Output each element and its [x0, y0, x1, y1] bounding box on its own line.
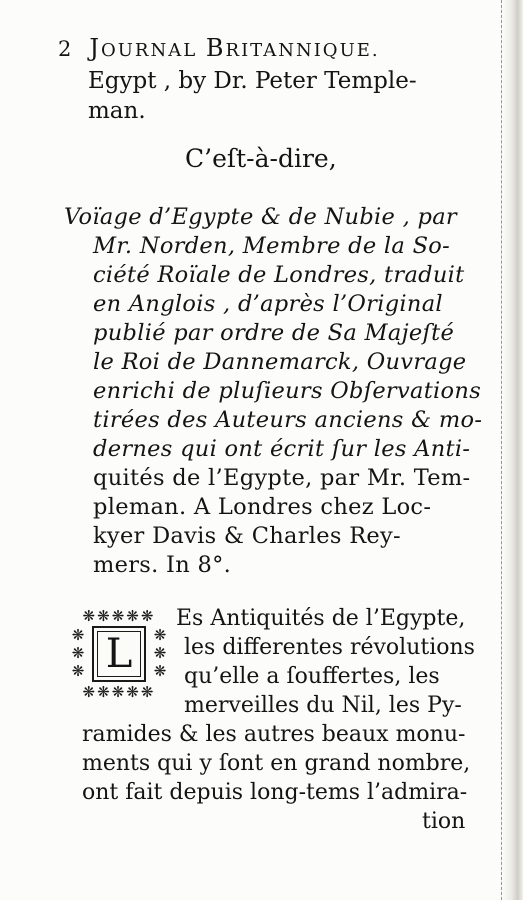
french-title-line: en Anglois , d’après l’Original: [93, 291, 443, 317]
body-line: ments qui y ſont en grand nombre,: [82, 751, 471, 776]
french-title-line: Voïage d’Egypte & de Nubie , par: [64, 204, 457, 230]
french-title-line: tirées des Auteurs anciens & mo-: [93, 407, 483, 433]
body-line: merveilles du Nil, les Py-: [184, 693, 462, 718]
french-title-line: mers. In 8°.: [93, 552, 232, 578]
body-line: les differentes révolutions: [184, 635, 475, 660]
drop-cap-box: [92, 626, 146, 682]
page-edge-shadow: [501, 0, 523, 900]
french-title-line: ciété Roïale de Londres, traduit: [93, 262, 465, 288]
britannique-initial: B: [205, 34, 226, 62]
french-title-line: pleman. A Londres chez Loc-: [93, 494, 432, 520]
french-title-line: quités de l’Egypte, par Mr. Tem-: [93, 465, 471, 491]
journal-initial: J: [89, 34, 101, 62]
page-number: 2: [58, 37, 74, 61]
ornament-bottom-border: ❋❋❋❋❋: [82, 683, 156, 701]
title-line: man.: [88, 98, 146, 124]
drop-cap-letter: L: [105, 631, 133, 677]
french-title-line: publié par ordre de Sa Majeſté: [93, 320, 455, 346]
drop-cap-ornament: [64, 608, 174, 700]
french-title-line: dernes qui ont écrit ſur les Anti-: [93, 436, 471, 462]
journal-word: OURNAL: [101, 40, 198, 61]
britannique-word: RITANNIQUE.: [225, 40, 380, 61]
ornament-right-border: ❋ ❋ ❋: [153, 626, 167, 680]
ornament-top-border: ❋❋❋❋❋: [82, 607, 156, 625]
french-title-line: enrichi de pluſieurs Obſervations: [93, 378, 482, 404]
body-line: ramides & les autres beaux monu-: [82, 722, 466, 747]
body-line: ont fait depuis long-tems l’admira-: [82, 780, 468, 805]
ornament-left-border: ❋ ❋ ❋: [71, 626, 85, 680]
cest-a-dire: C’eſt-à-dire,: [185, 144, 337, 173]
french-title-line: le Roi de Dannemarck, Ouvrage: [93, 349, 467, 375]
title-line: Egypt , by Dr. Peter Temple-: [88, 68, 417, 94]
french-title-line: kyer Davis & Charles Rey-: [93, 523, 401, 549]
catchword: tion: [422, 809, 466, 834]
french-title-line: Mr. Norden, Membre de la So-: [93, 233, 451, 259]
running-head: [58, 34, 380, 65]
body-line: qu’elle a ſouffertes, les: [184, 664, 440, 689]
body-line: Es Antiquités de l’Egypte,: [176, 606, 466, 631]
